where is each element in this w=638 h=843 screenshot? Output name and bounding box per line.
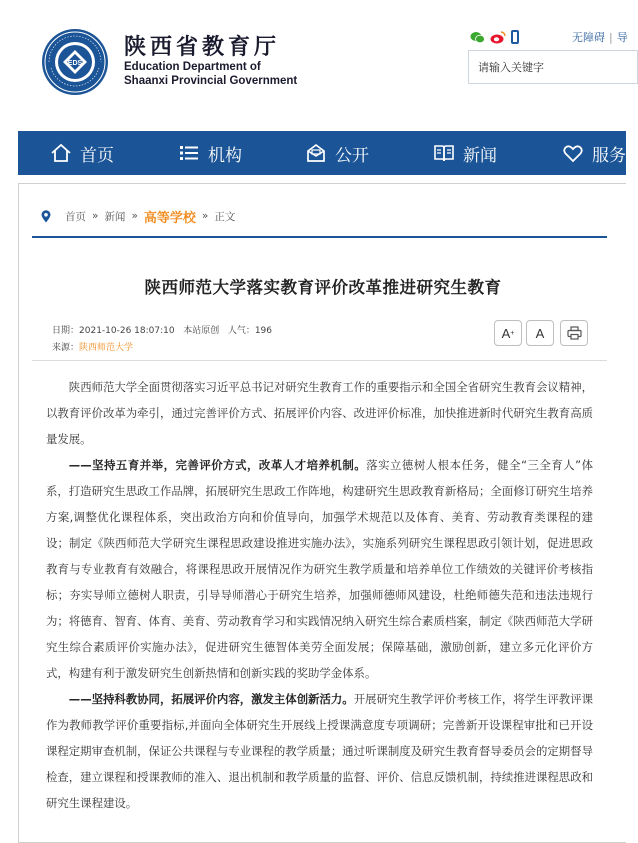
nav-item-service[interactable] bbox=[562, 131, 626, 175]
home-icon bbox=[50, 142, 72, 164]
font-decrease-button[interactable] bbox=[526, 320, 554, 346]
paragraph-text: 陕西师范大学全面贯彻落实习近平总书记对研究生教育工作的重要指示和全国全省研究生教育会议精神，以教育评价改革为牵引，通过完善评价方式、拓展评价内容、改进评价标准，加快推进新时代研究生教育高质量发展。 bbox=[46, 380, 593, 446]
article-title: 陕西师范大学落实教育评价改革推进研究生教育 bbox=[144, 278, 502, 297]
nav-label-org: 机构 bbox=[208, 145, 242, 166]
font-increase-label: A bbox=[501, 325, 511, 341]
nav-item-home[interactable] bbox=[50, 131, 114, 175]
open-info-icon bbox=[305, 142, 327, 164]
breadcrumb-divider bbox=[32, 236, 607, 238]
service-heart-icon bbox=[562, 142, 584, 164]
breadcrumb bbox=[41, 208, 235, 224]
paragraph-heading: ——坚持科教协同，拓展评价内容，激发主体创新活力。 bbox=[68, 692, 354, 706]
mobile-icon[interactable] bbox=[511, 30, 519, 44]
article-frame bbox=[18, 183, 626, 843]
paragraph-heading: ——坚持五育并举，完善评价方式，改革人才培养机制。 bbox=[68, 458, 367, 472]
font-decrease-label: A bbox=[535, 325, 545, 341]
breadcrumb-separator: » bbox=[92, 210, 99, 222]
nav-item-org[interactable] bbox=[178, 131, 242, 175]
main-nav bbox=[18, 131, 626, 175]
paragraph-text: 落实立德树人根本任务，健全“三全育人”体系，打造研究生思政工作品牌，拓展研究生思政工作阵地，构建研究生思政教育新格局；全面修订研究生培养方案,调整优化课程体系，突出政治方向和价值导向，加强学术规范以及体育、美育、劳动教育类课程的建设；制定《陕西师范大学研究生课程思政建设推进实施办法》，实施系列研究生课程思政引领计划，促进思政教育与专业教育有效融合，将课程思政开展情况作为研究生教学质量和培养单位工作绩效的关键评价考核指标；夯实导师立德树人职责，引导导师潜心于研究生培养，加强师德师风建设，杜绝师德失范和违法违规行为；将德育、智育、体育、美育、劳动教育学习和实践情况纳入研究生综合素质档案，制定《陕西师范大学研究生综合素质评价实施办法》，促进研究生德智体美劳全面发展；保障基础，激励创新，建立多元化评价方式，构建有利于激发研究生创新热情和创新实践的奖助学金体系。 bbox=[46, 458, 593, 680]
breadcrumb-current: 正文 bbox=[214, 210, 236, 223]
article-paragraph bbox=[46, 452, 593, 686]
plus-icon: + bbox=[510, 329, 515, 337]
meta-divider bbox=[32, 360, 607, 361]
popularity-label: 人气： bbox=[227, 326, 255, 336]
nav-label-service: 服务 bbox=[592, 145, 626, 166]
paragraph-text: 开展研究生教学评价考核工作，将学生评教评课作为教师教学评价重要指标,并面向全体研究生开展线上授课满意度专项调研；完善新开设课程审批和已开设课程定期审查机制，保证公共课程与专业课程的教学质量；通过听课制度及研究生教育督导委员会的定期督导检查，建立课程和授课教师的准入、退出机制和教学质量的监督、评价、信息反馈机制，持续推进课程思政和研究生课程建设。 bbox=[46, 692, 593, 810]
breadcrumb-category[interactable]: 高等学校 bbox=[143, 210, 196, 226]
org-list-icon bbox=[178, 142, 200, 164]
site-name-en-line2: Shaanxi Provincial Government bbox=[124, 75, 298, 87]
accessibility-link[interactable]: 无障碍 bbox=[572, 31, 605, 44]
site-header bbox=[0, 0, 626, 130]
nav-item-news[interactable] bbox=[433, 131, 497, 175]
article-paragraph bbox=[46, 374, 593, 452]
article-paragraph bbox=[46, 686, 593, 816]
weibo-icon[interactable] bbox=[490, 30, 506, 44]
location-pin-icon bbox=[41, 210, 51, 223]
article-meta-line1 bbox=[52, 323, 272, 340]
nav-label-news: 新闻 bbox=[463, 145, 497, 166]
site-name-en bbox=[124, 60, 297, 88]
top-links bbox=[572, 29, 628, 45]
source-label: 来源： bbox=[52, 343, 80, 353]
origin-label: 本站原创 bbox=[183, 326, 220, 336]
breadcrumb-separator: » bbox=[201, 210, 209, 222]
breadcrumb-news[interactable]: 新闻 bbox=[104, 210, 126, 223]
source-value[interactable]: 陕西师范大学 bbox=[79, 343, 134, 353]
nav-label-open: 公开 bbox=[335, 145, 369, 166]
nav-label-home: 首页 bbox=[80, 145, 114, 166]
breadcrumb-separator: » bbox=[131, 210, 138, 222]
wechat-icon[interactable] bbox=[470, 31, 485, 44]
font-increase-button[interactable] bbox=[494, 320, 522, 346]
svg-text:EDS: EDS bbox=[67, 60, 83, 67]
social-links bbox=[470, 29, 519, 45]
search-input[interactable] bbox=[469, 51, 637, 83]
article-meta bbox=[52, 323, 272, 357]
nav-item-open[interactable] bbox=[305, 131, 369, 175]
top-link-separator: | bbox=[609, 31, 613, 44]
news-book-icon bbox=[433, 142, 455, 164]
site-name-cn[interactable]: 陕西省教育厅 bbox=[124, 35, 281, 60]
site-name-en-line1: Education Department of bbox=[124, 61, 261, 73]
search-box bbox=[468, 50, 638, 84]
date-label: 日期： bbox=[52, 326, 80, 336]
guide-link[interactable]: 导 bbox=[616, 31, 628, 44]
popularity-value: 196 bbox=[254, 326, 273, 336]
printer-icon bbox=[567, 326, 582, 340]
breadcrumb-home[interactable]: 首页 bbox=[65, 210, 86, 223]
date-value: 2021-10-26 18:07:10 bbox=[79, 326, 175, 336]
article-body bbox=[46, 374, 593, 816]
print-button[interactable] bbox=[560, 320, 588, 346]
logo-seal-icon[interactable] bbox=[41, 28, 109, 96]
article-meta-line2 bbox=[52, 340, 272, 357]
